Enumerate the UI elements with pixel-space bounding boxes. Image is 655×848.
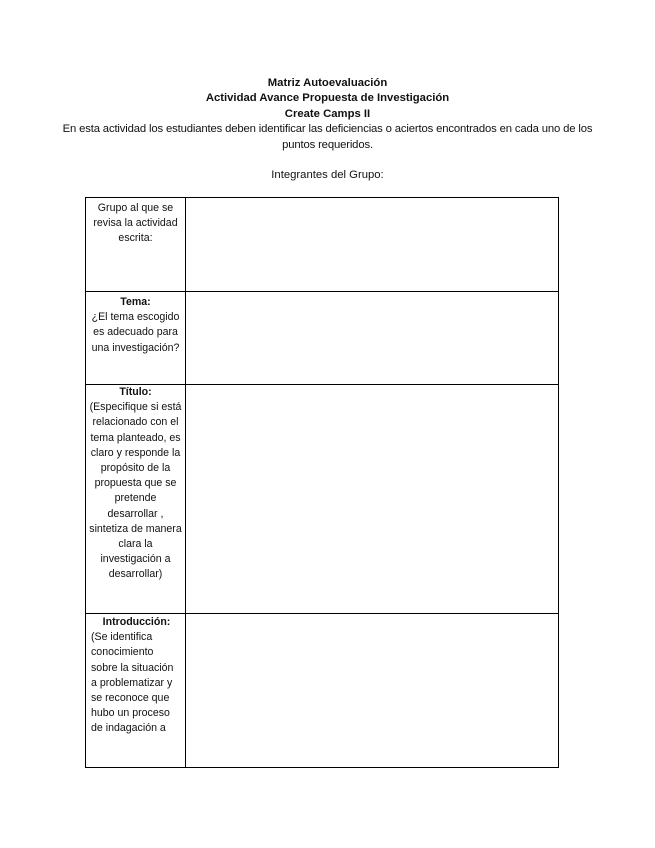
criterion-cell-topic xyxy=(86,292,186,385)
criterion-cell-group xyxy=(86,198,186,292)
criterion-title: Introducción: xyxy=(102,616,171,628)
document-header xyxy=(60,76,595,153)
activity-title: Actividad Avance Propuesta de Investigación xyxy=(205,92,450,105)
answer-cell-topic[interactable] xyxy=(186,292,559,385)
criterion-text: (Se identifica conocimiento sobre la situación a problematizar y se reconoce que hubo un proceso de indagación a xyxy=(91,631,174,735)
criterion-title: Título: xyxy=(119,386,152,398)
document-title: Matriz Autoevaluación xyxy=(267,77,388,89)
answer-cell-title[interactable] xyxy=(186,385,559,614)
table-row xyxy=(86,385,559,614)
course-name: Create Camps II xyxy=(284,107,371,120)
criterion-text: ¿El tema escogido es adecuado para una investigación? xyxy=(91,311,180,354)
answer-cell-group[interactable] xyxy=(186,198,559,292)
answer-cell-introduction[interactable] xyxy=(186,614,559,768)
table-row xyxy=(86,198,559,292)
criterion-cell-introduction xyxy=(86,614,186,768)
criterion-cell-title xyxy=(86,385,186,614)
criterion-title: Tema: xyxy=(120,296,151,308)
group-members-label: Integrantes del Grupo: xyxy=(271,169,384,181)
activity-description: En esta actividad los estudiantes deben identificar las deficiencias o aciertos encontrados en cada uno de los puntos requeridos. xyxy=(62,123,593,151)
table-row xyxy=(86,292,559,385)
criterion-text: Grupo al que se revisa la actividad escrita: xyxy=(93,202,178,245)
table-row xyxy=(86,614,559,768)
self-evaluation-matrix xyxy=(85,197,559,768)
criterion-text: (Especifique si está relacionado con el tema planteado, es claro y responde la propósito de la propuesta que se pretende desarrollar , sintetiza de manera clara la investigación a desarrollar) xyxy=(89,401,182,581)
